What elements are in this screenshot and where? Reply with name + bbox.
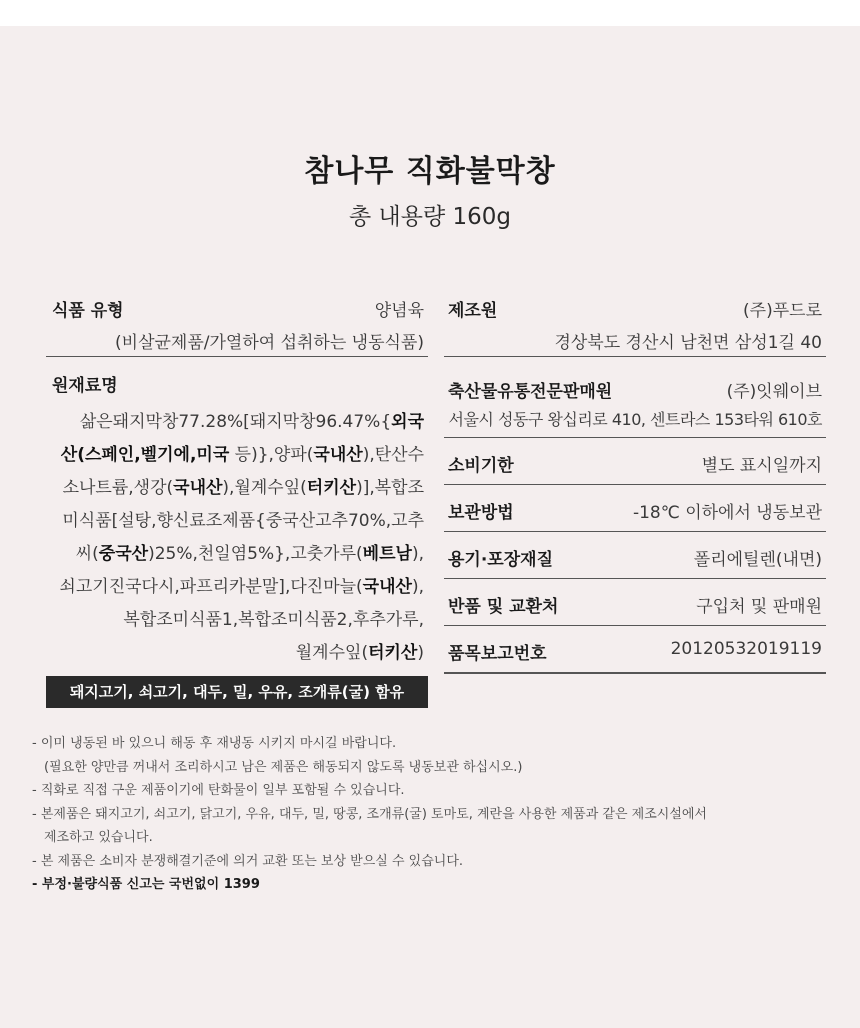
manufacturer-name: (주)푸드로 — [743, 301, 822, 321]
seller-row — [444, 357, 826, 438]
allergen-notice: 돼지고기, 쇠고기, 대두, 밀, 우유, 조개류(굴) 함유 — [46, 676, 428, 708]
seller-address: 서울시 성동구 왕십리로 410, 센트라스 153타워 610호 — [448, 410, 822, 429]
packaging-value: 폴리에틸렌(내면) — [693, 550, 822, 570]
note-line: (필요한 양만큼 꺼내서 조리하시고 남은 제품은 해동되지 않도록 냉동보관 하십시오.) — [44, 759, 523, 775]
ingredient-text: 등)},양파( — [229, 445, 314, 465]
note-line: - 직화로 직접 구운 제품이기에 탄화물이 일부 포함될 수 있습니다. — [32, 783, 405, 798]
ingredient-text: 씨( — [75, 544, 99, 564]
storage-value: -18℃ 이하에서 냉동보관 — [632, 503, 822, 523]
report-number-row — [444, 626, 826, 674]
ingredient-text: ), — [411, 577, 424, 597]
report-number-value: 20120532019119 — [670, 639, 822, 659]
note-line: - 본제품은 돼지고기, 쇠고기, 닭고기, 우유, 대두, 밀, 땅콩, 조개류(굴) 토마토, 계란을 사용한 제품과 같은 제조시설에서 — [32, 806, 707, 822]
ingredients-text — [46, 406, 428, 670]
storage-label: 보관방법 — [448, 503, 514, 523]
storage-row — [444, 485, 826, 532]
manufacturer-label: 제조원 — [448, 301, 498, 321]
ingredient-origin: 국내산 — [173, 478, 223, 498]
packaging-row — [444, 532, 826, 579]
packaging-label: 용기·포장재질 — [448, 550, 553, 570]
ingredient-text: )],복합조 — [356, 478, 424, 498]
return-row — [444, 579, 826, 626]
ingredient-origin: 산(스페인,벨기에,미국 — [60, 445, 230, 465]
ingredient-text: 복합조미식품1,복합조미식품2,후추가루, — [123, 610, 424, 630]
seller-label: 축산물유통전문판매원 — [448, 382, 613, 402]
ingredient-line — [46, 604, 424, 637]
ingredient-line — [46, 439, 424, 472]
left-info-column — [46, 290, 428, 708]
ingredient-origin: 터키산 — [368, 643, 418, 663]
ingredient-text: 삶은돼지막창77.28%[돼지막창96.47%{ — [79, 412, 392, 432]
total-volume: 총 내용량 160g — [349, 204, 511, 230]
manufacturer-address: 경상북도 경산시 남천면 삼성1길 40 — [554, 333, 822, 353]
ingredient-text: ),월계수잎( — [222, 478, 307, 498]
ingredient-text: 월계수잎( — [295, 643, 369, 663]
ingredient-text: 쇠고기진국다시,파프리카분말],다진마늘( — [59, 577, 363, 597]
ingredients-section — [46, 357, 428, 708]
expiry-row — [444, 438, 826, 485]
ingredient-line — [46, 637, 424, 670]
expiry-label: 소비기한 — [448, 456, 514, 476]
ingredient-origin: 중국산 — [98, 544, 149, 564]
return-value: 구입처 및 판매원 — [696, 597, 822, 617]
ingredient-text: )25%,천일염5%},고춧가루( — [148, 544, 363, 564]
ingredient-origin: 국내산 — [313, 445, 363, 465]
ingredient-line — [46, 406, 424, 439]
note-line-report-hotline: - 부정·불량식품 신고는 국번없이 1399 — [32, 877, 260, 892]
manufacturer-row — [444, 290, 826, 357]
food-type-value: 양념육 — [374, 301, 424, 321]
ingredient-line — [46, 538, 424, 571]
food-type-detail: (비살균제품/가열하여 섭취하는 냉동식품) — [115, 333, 424, 353]
ingredient-origin: 터키산 — [306, 478, 357, 498]
expiry-value: 별도 표시일까지 — [701, 456, 822, 476]
product-title: 참나무 직화불막창 — [304, 154, 556, 189]
ingredient-line — [46, 472, 424, 505]
ingredient-text: ),탄산수 — [362, 445, 424, 465]
right-info-column — [444, 290, 826, 674]
seller-name: (주)잇웨이브 — [726, 382, 822, 402]
ingredient-line — [46, 571, 424, 604]
ingredients-label: 원재료명 — [52, 376, 118, 396]
note-line: 제조하고 있습니다. — [44, 830, 153, 845]
report-number-label: 품목보고번호 — [448, 644, 547, 664]
ingredient-line — [46, 505, 424, 538]
ingredient-text: ), — [411, 544, 424, 564]
food-type-row — [46, 290, 428, 357]
ingredient-text: ) — [417, 643, 424, 663]
ingredient-text: 소나트륨,생강( — [62, 478, 174, 498]
food-type-label: 식품 유형 — [52, 301, 124, 321]
top-band — [0, 0, 860, 26]
ingredient-text: 미식품[설탕,향신료조제품{중국산고추70%,고추 — [62, 511, 424, 531]
ingredient-origin: 국내산 — [362, 577, 412, 597]
note-line: - 이미 냉동된 바 있으니 해동 후 재냉동 시키지 마시길 바랍니다. — [32, 736, 397, 751]
notes-section — [32, 732, 822, 897]
ingredient-origin: 외국 — [391, 412, 424, 432]
return-label: 반품 및 교환처 — [448, 597, 559, 617]
ingredient-origin: 베트남 — [362, 544, 412, 564]
note-line: - 본 제품은 소비자 분쟁해결기준에 의거 교환 또는 보상 받으실 수 있습니다. — [32, 853, 464, 869]
